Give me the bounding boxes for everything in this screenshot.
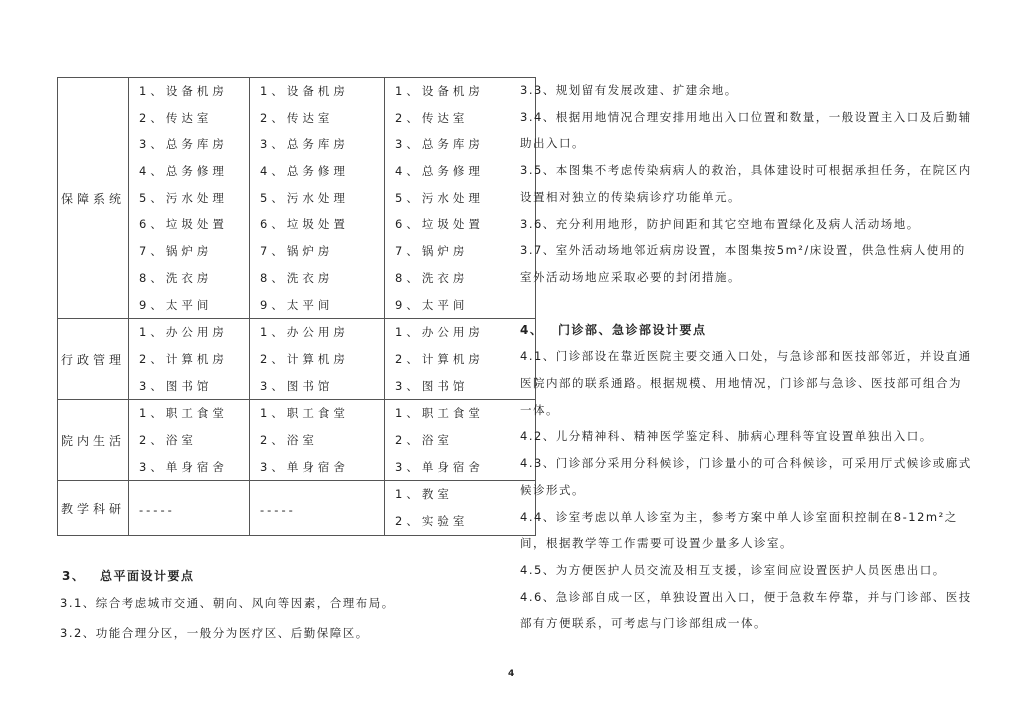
list-item: 1、设备机房 <box>139 84 228 98</box>
list-item: 1、办公用房 <box>139 325 228 340</box>
list-item: 2、计算机房 <box>395 351 484 366</box>
paragraph: 3.7、室外活动场地邻近病房设置，本图集按5m²/床设置，供急性病人使用的室外活动场地应采取必要的封闭措施。 <box>520 243 966 284</box>
list-item: 5、污水处理 <box>260 190 349 205</box>
list-item: 2、传达室 <box>260 110 334 125</box>
column3-cell <box>385 400 536 481</box>
paragraph: 4.2、儿分精神科、精神医学鉴定科、肺病心理科等宜设置单独出入口。 <box>520 429 933 444</box>
column1-cell <box>129 481 250 535</box>
paragraph: 3.6、充分利用地形，防护间距和其它空地布置绿化及病人活动场地。 <box>520 216 920 231</box>
list-item: 3、总务库房 <box>139 137 228 152</box>
category-cell: 行政管理 <box>58 319 129 400</box>
list-item: 1、职工食堂 <box>139 406 228 421</box>
list-item: 2、计算机房 <box>260 351 349 366</box>
list-item: 2、浴室 <box>260 432 318 447</box>
list-item: 6、垃圾处置 <box>139 217 228 232</box>
list-item: 4、总务修理 <box>260 164 349 179</box>
empty-dash: ----- <box>260 502 296 517</box>
list-item: 3、图书馆 <box>260 378 334 393</box>
list-item: 8、洗衣房 <box>395 270 469 285</box>
list-item: 5、污水处理 <box>395 190 484 205</box>
list-item: 9、太平间 <box>139 297 213 312</box>
column2-cell <box>250 78 385 319</box>
table-row <box>58 78 536 319</box>
paragraph: 3.3、规划留有发展改建、扩建余地。 <box>520 83 738 97</box>
list-item: 1、职工食堂 <box>395 406 484 421</box>
section-title: 门诊部、急诊部设计要点 <box>558 322 707 337</box>
table-row <box>58 400 536 481</box>
paragraph: 3.2、功能合理分区，一般分为医疗区、后勤保障区。 <box>60 626 369 640</box>
list-item: 7、锅炉房 <box>139 244 213 259</box>
column3-cell <box>385 78 536 319</box>
list-item: 2、传达室 <box>395 110 469 125</box>
list-item: 3、图书馆 <box>395 378 469 393</box>
list-item: 2、计算机房 <box>139 351 228 366</box>
list-item: 1、设备机房 <box>260 84 349 98</box>
paragraph: 3.5、本图集不考虑传染病病人的救治，具体建设时可根据承担任务，在院区内设置相对独立的传染病诊疗功能单元。 <box>520 163 972 204</box>
paragraph: 4.3、门诊部分采用分科候诊，门诊量小的可合科候诊，可采用厅式候诊或廊式候诊形式。 <box>520 456 972 497</box>
section-number: 4、 <box>520 322 544 337</box>
spacer <box>520 291 972 317</box>
list-item: 6、垃圾处置 <box>395 217 484 232</box>
table-row <box>58 481 536 535</box>
list-item: 8、洗衣房 <box>139 270 213 285</box>
empty-dash: ----- <box>139 502 175 517</box>
paragraph: 4.1、门诊部设在靠近医院主要交通入口处，与急诊部和医技部邻近，并设直通医院内部的联系通路。根据规模、用地情况，门诊部与急诊、医技部可组合为一体。 <box>520 349 972 417</box>
list-item: 9、太平间 <box>260 297 334 312</box>
category-cell: 保障系统 <box>58 78 129 319</box>
page-number: 4 <box>508 669 515 679</box>
column2-cell <box>250 481 385 535</box>
list-item: 4、总务修理 <box>395 164 484 179</box>
list-item: 7、锅炉房 <box>395 244 469 259</box>
list-item: 2、实验室 <box>395 514 469 528</box>
departments-table <box>57 77 536 536</box>
list-item: 2、传达室 <box>139 110 213 125</box>
list-item: 7、锅炉房 <box>260 244 334 259</box>
list-item: 1、职工食堂 <box>260 406 349 421</box>
list-item: 9、太平间 <box>395 297 469 312</box>
paragraph: 3.4、根据用地情况合理安排用地出入口位置和数量，一般设置主入口及后勤辅助出入口。 <box>520 109 972 151</box>
list-item: 3、图书馆 <box>139 378 213 393</box>
paragraph: 3.1、综合考虑城市交通、朝向、风向等因素，合理布局。 <box>60 596 395 610</box>
list-item: 6、垃圾处置 <box>260 217 349 232</box>
section-title: 总平面设计要点 <box>100 569 195 583</box>
section-number: 3、 <box>62 569 86 583</box>
column1-cell <box>129 400 250 481</box>
list-item: 2、浴室 <box>395 432 453 447</box>
paragraph: 4.6、急诊部自成一区，单独设置出入口，便于急救车停靠，并与门诊部、医技部有方便联系，可考虑与门诊部组成一体。 <box>520 589 972 631</box>
column2-cell <box>250 400 385 481</box>
list-item: 8、洗衣房 <box>260 270 334 285</box>
section-heading <box>62 567 195 584</box>
list-item: 1、教室 <box>395 487 453 502</box>
list-item: 3、单身宿舍 <box>139 459 228 474</box>
column3-cell <box>385 481 536 535</box>
table-row <box>58 319 536 400</box>
right-column <box>520 77 972 637</box>
list-item: 3、单身宿舍 <box>395 459 484 474</box>
list-item: 2、浴室 <box>139 432 197 447</box>
list-item: 3、单身宿舍 <box>260 459 349 474</box>
list-item: 5、污水处理 <box>139 190 228 205</box>
list-item: 4、总务修理 <box>139 164 228 179</box>
paragraph: 4.4、诊室考虑以单人诊室为主，参考方案中单人诊室面积控制在8-12m²之间，根据教学等工作需要可设置少量多人诊室。 <box>520 509 958 551</box>
list-item: 3、总务库房 <box>260 137 349 152</box>
list-item: 1、办公用房 <box>260 325 349 340</box>
category-cell: 教学科研 <box>58 481 129 535</box>
column1-cell <box>129 319 250 400</box>
section-heading <box>520 317 972 344</box>
column3-cell <box>385 319 536 400</box>
list-item: 1、设备机房 <box>395 84 484 98</box>
category-cell: 院内生活 <box>58 400 129 481</box>
column2-cell <box>250 319 385 400</box>
list-item: 3、总务库房 <box>395 137 484 152</box>
column1-cell <box>129 78 250 319</box>
paragraph: 4.5、为方便医护人员交流及相互支援，诊室间应设置医护人员医患出口。 <box>520 562 946 577</box>
list-item: 1、办公用房 <box>395 325 484 340</box>
